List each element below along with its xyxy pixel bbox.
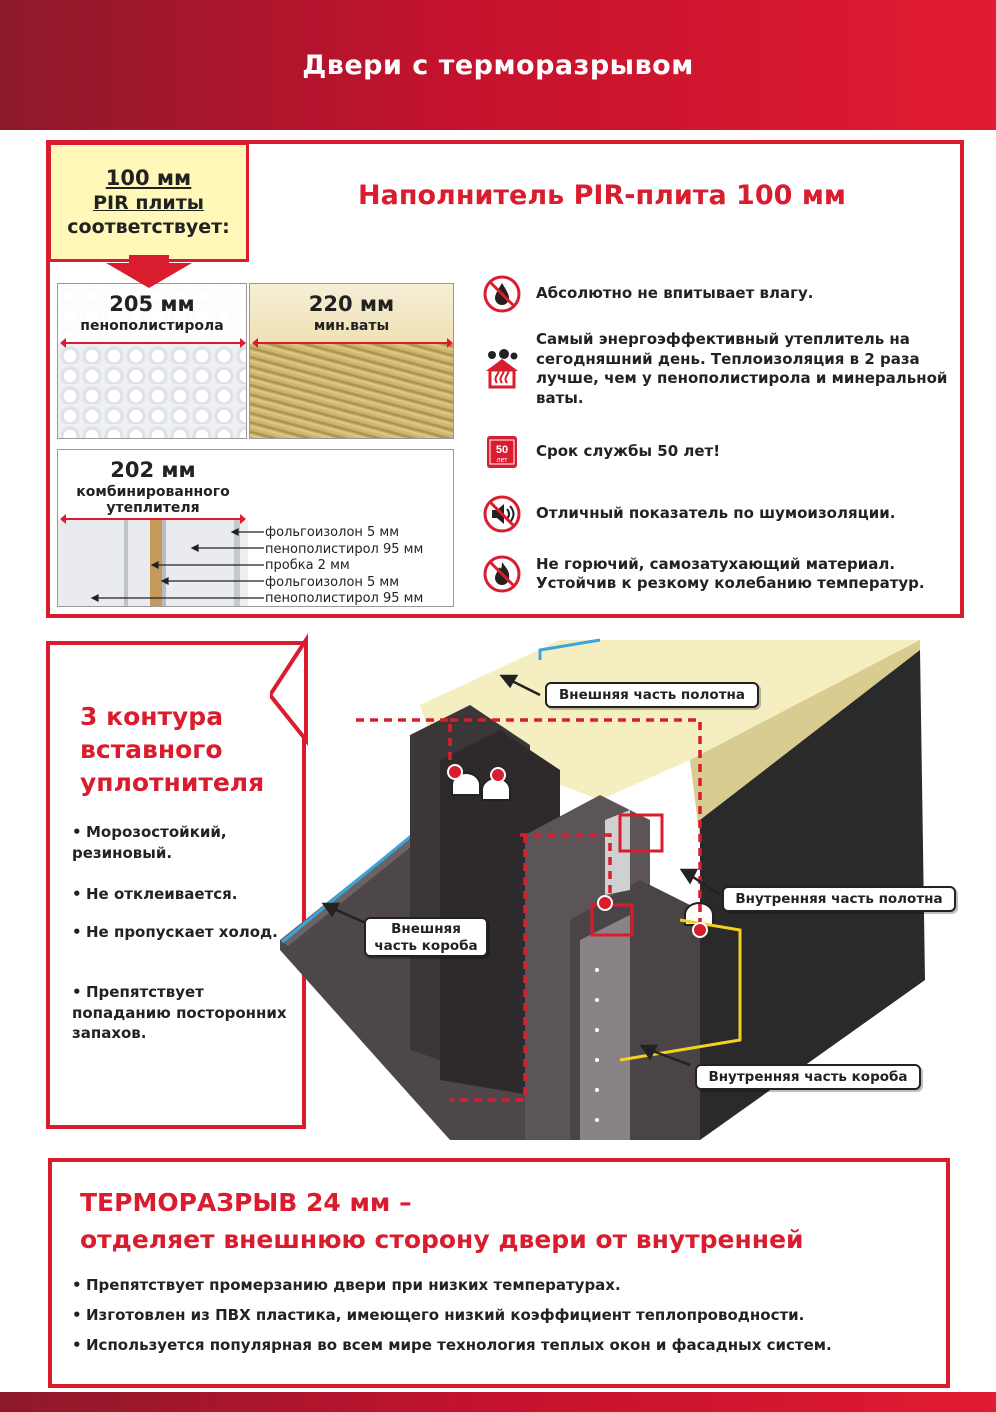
pir-panel-title: Наполнитель PIR-плита 100 мм	[358, 180, 846, 211]
fire-prohibited-icon	[482, 554, 522, 594]
layer-item: пенополистирол 95 мм	[265, 591, 424, 606]
badge-years-unit: лет	[496, 457, 508, 464]
seal-contours-title	[80, 700, 264, 799]
footer-bar	[0, 1392, 996, 1412]
sample-combined-label-2: утеплителя	[106, 500, 200, 516]
feature-item	[482, 494, 952, 534]
page-title: Двери с терморазрывом	[302, 49, 694, 81]
layer-item: пробка 2 мм	[265, 558, 350, 573]
list-item-text: Изготовлен из ПВХ пластика, имеющего низкий коэффициент теплопроводности.	[86, 1306, 805, 1324]
title-line: отделяет внешнюю сторону двери от внутренней	[80, 1225, 804, 1254]
title-line: 3 контура	[80, 702, 224, 731]
sample-mineral-wool	[249, 283, 454, 439]
dimension-line	[66, 518, 240, 520]
sample-polystyrene-thickness: 205 мм	[109, 292, 195, 316]
title-line: уплотнителя	[80, 768, 265, 797]
water-drop-prohibited-icon	[482, 274, 522, 314]
list-item: • Препятствует попаданию посторонних запахов.	[72, 983, 287, 1042]
callout-line: часть короба	[374, 938, 478, 954]
thermal-break-title	[80, 1184, 804, 1258]
sample-combined-label-1: комбинированного	[76, 484, 230, 500]
title-line: вставного	[80, 735, 223, 764]
sample-wool-label: мин.ваты	[313, 318, 390, 334]
callout-outer-leaf: Внешняя часть полотна	[545, 682, 759, 708]
list-item: • Изготовлен из ПВХ пластика, имеющего низкий коэффициент теплопроводности.	[72, 1306, 805, 1324]
tag-thickness: 100 мм	[105, 166, 192, 190]
feature-text: Абсолютно не впитывает влагу.	[536, 284, 814, 303]
down-arrow-icon	[104, 255, 194, 289]
callout-inner-leaf: Внутренняя часть полотна	[722, 886, 956, 912]
layer-item: пенополистирол 95 мм	[265, 541, 424, 557]
layer-list	[265, 525, 423, 607]
feature-item	[482, 432, 952, 472]
tag-material: PIR плиты	[93, 192, 204, 214]
list-item: • Используется популярная во всем мире технология теплых окон и фасадных систем.	[72, 1336, 832, 1354]
layer-item: фольгоизолон 5 мм	[265, 525, 400, 540]
callout-inner-frame: Внутренняя часть короба	[695, 1064, 921, 1090]
sample-polystyrene	[57, 283, 247, 439]
feature-item	[482, 274, 952, 314]
title-line: ТЕРМОРАЗРЫВ 24 мм –	[80, 1188, 412, 1217]
sample-polystyrene-label: пенополистирола	[80, 318, 224, 334]
sample-combined-thickness: 202 мм	[110, 458, 196, 482]
feature-item	[482, 330, 952, 408]
house-energy-icon	[482, 349, 522, 389]
list-item: • Препятствует промерзанию двери при низких температурах.	[72, 1276, 621, 1294]
sound-prohibited-icon	[482, 494, 522, 534]
list-item: • Не пропускает холод.	[72, 923, 278, 941]
feature-text: Отличный показатель по шумоизоляции.	[536, 504, 896, 523]
feature-text: Не горючий, самозатухающий материал. Устойчив к резкому колебанию температур.	[536, 554, 925, 592]
dimension-line	[66, 342, 240, 344]
list-item: • Морозостойкий, резиновый.	[72, 823, 227, 862]
feature-text: Самый энергоэффективный утеплитель на сегодняшний день. Теплоизоляция в 2 раза лучше, чем у пенополистирола и минеральной ваты.	[536, 330, 948, 407]
list-item-text: Препятствует промерзанию двери при низких температурах.	[86, 1276, 621, 1294]
dimension-line	[258, 342, 447, 344]
callout-outer-frame	[364, 917, 488, 957]
tag-equivalent: соответствует:	[67, 216, 230, 238]
feature-item	[482, 554, 952, 594]
panel-connector	[270, 640, 306, 740]
feature-text: Срок службы 50 лет!	[536, 442, 721, 461]
calendar-50-icon	[482, 432, 522, 472]
sample-combined	[57, 449, 454, 607]
layer-pointer-lines	[88, 526, 268, 606]
list-item-text: Не отклеивается.	[86, 885, 238, 903]
pir-equivalence-tag	[48, 142, 249, 262]
list-item-text: Используется популярная во всем мире технология теплых окон и фасадных систем.	[86, 1336, 832, 1354]
list-item-text: Препятствует попаданию посторонних запахов.	[72, 983, 287, 1042]
callout-line: Внешняя	[391, 921, 461, 937]
badge-years: 50	[495, 444, 509, 456]
list-item: • Не отклеивается.	[72, 885, 238, 903]
list-item-text: Не пропускает холод.	[86, 923, 278, 941]
list-item-text: Морозостойкий, резиновый.	[72, 823, 227, 862]
sample-wool-thickness: 220 мм	[308, 292, 395, 316]
layer-item: фольгоизолон 5 мм	[265, 574, 400, 590]
page-header	[0, 0, 996, 130]
